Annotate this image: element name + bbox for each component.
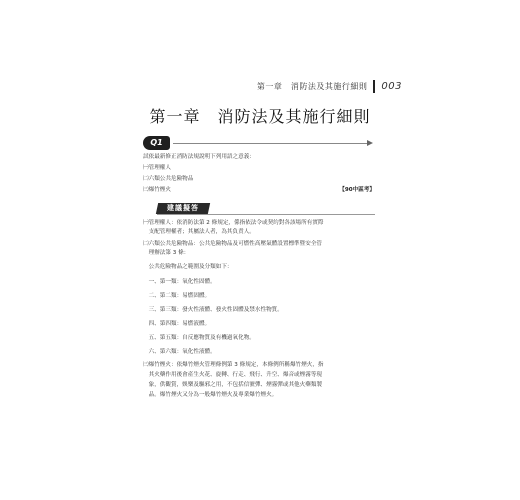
running-title: 第一章 消防法及其施行細則 <box>256 81 368 91</box>
chapter-title: 第一章 消防法及其施行細則 <box>149 107 371 126</box>
question-item: ㈠管理權人 <box>143 165 171 171</box>
answer-line: 五、第五類：自反應物質及有機過氧化物。 <box>143 335 255 341</box>
answer-line: 一、第一類：氧化性固體。 <box>143 279 216 285</box>
answer-line: 其火藥作用後會產生火花、旋轉、行走、飛行、升空、爆音或煙霧等現 <box>143 372 323 378</box>
answer-heading-tab <box>156 203 210 214</box>
page-number: 003 <box>381 80 402 92</box>
answer-line: 理辦法第 3 條： <box>143 250 190 256</box>
question-rule <box>173 143 369 144</box>
answer-line: ㈡六類公共危險物品：公共危險物品及可燃性高壓氣體設置標準暨安全管 <box>143 241 323 247</box>
answer-line: ㈢爆竹煙火：依爆竹煙火管理條例第 3 條規定，本條例所稱爆竹煙火，指 <box>143 362 324 368</box>
running-header <box>257 79 402 93</box>
answer-rule <box>157 214 375 215</box>
question-badge: Q1 <box>143 136 170 150</box>
answer-heading: 建議擬答 <box>167 204 199 212</box>
answer-line: 象，供觀賞，娛樂及驅邪之用，不包括信號彈、煙霧彈或其他火藥類製 <box>143 382 323 388</box>
question-item: ㈢爆竹煙火 <box>143 187 171 193</box>
answer-line: 二、第二類：易燃固體。 <box>143 293 211 299</box>
arrow-icon <box>367 140 373 146</box>
question-marker <box>143 136 375 150</box>
answer-line: 品。爆竹煙火又分為一般爆竹煙火及專業爆竹煙火。 <box>143 392 278 398</box>
answer-line: 四、第四類：易燃液體。 <box>143 321 211 327</box>
answer-line: 公共危險物品之範圍及分類如下： <box>143 264 233 270</box>
source-tag: 【90中區考】 <box>339 187 375 193</box>
answer-line: ㈠管理權人：依消防法第 2 條規定，係指依法令或契約對各該場所有實際 <box>143 220 324 226</box>
question-item: ㈡六類公共危險物品 <box>143 176 194 182</box>
answer-line: 六、第六類：氧化性液體。 <box>143 349 216 355</box>
answer-line: 支配管理權者；其屬法人者，為其負責人。 <box>143 229 255 235</box>
question-stem: 試依最新修正消防法規說明下列用語之意義： <box>143 154 255 160</box>
answer-line: 三、第三類：發火性液體、發火性固體及禁水性物質。 <box>143 307 283 313</box>
header-divider <box>373 80 375 93</box>
